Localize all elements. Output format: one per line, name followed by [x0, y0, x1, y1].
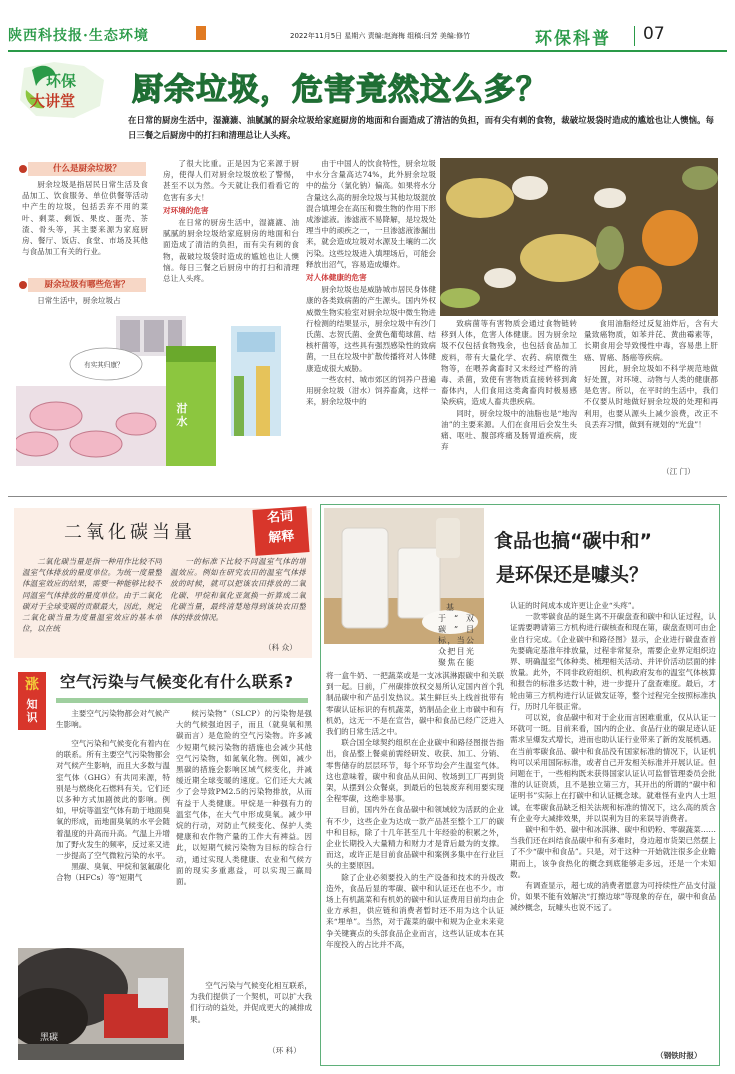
paragraph: 除了企业必须要投入的生产设备和技术的升级改造外，食品后显的零碳、碳中和认证还在也不少。市场上有机蔬菜和有机奶的碳中和认证费用目前均由企业方承担，供应链和消费者暂时还不用为这个认证来“埋单”。当然，对于蔬菜的碳中和规为企业未来竞争关键赛点的头部食品企业而言，这些认证成本在其年度投入的占比并不高，: [326, 872, 504, 949]
article-column: [56, 738, 170, 946]
bucket-label: 泔 水: [176, 402, 188, 428]
subheading: 对环境的危害: [163, 205, 209, 215]
paragraph: 空气污染和气候变化有着内在的联系。所有主要空气污染物都会对气候产生影响，而且大多数与温室气体（GHG）有共同来源，特别是与燃烧化石燃料有关。它们还以多种方式加剧彼此的影响。例如，甲烷等温室气体有助于地面臭氧的形成，而地面臭氧的水平会随着温度的升高而升高。气温上升增加了野火发生的频率，反过来又进一步提高了空气微粒污染的水平。: [56, 739, 170, 861]
paragraph: 一的标准下比较不同温室气体的增温效应。例如在研究农田的温室气体排放的时候，就可以把该农田排放的二氧化碳、甲烷和氧化亚氮换一折算成二氧化碳当量，最终清楚地得到该块农田整体的排放情况。: [170, 557, 306, 623]
paragraph: 可以说，食品碳中和对于企业而言困难重重，仅从认证一环就可一斑。目前来看，国内的企业、食品行业的碳足迹认证需求呈爆发式增长，进而也助认证行业带来了新的发展机遇。在当前零碳食品、碳中和食品没有国家标准的情况下，认证机构可以采用国际标准，或者自己开发相关标准并开展认证。但问题在于，一些相构既未获得国家认证认可监督管理委员会批准的认证资质，且不是独立第三方，其开出的所谓的“碳中和证明书”实际上在打碳中和认证概念球。就难怪有业内人士坦诚，在零碳食品缺乏相关法规和标准的情况下，这么高的质含有企业夸大减排效果，并以误利为目的来误导消费者。: [510, 713, 716, 823]
title-underline: [56, 698, 308, 703]
bullet-dot: [19, 165, 27, 173]
speech-bubble: 有实其归康？: [84, 361, 124, 369]
paragraph: 候污染物”（SLCP）的污染物是强大的气候强迫因子，而且（就臭氧和黑碳而言）是危险的空气污染物。许多减少短期气候污染物的措施也会减少其他空气污染物，如氮氧化物。例如，减少黑碳的措施会影响区域气候变化，并减缓近期全球变暖的速度。它们还大大减少了会导致PM2.5的污染物排放，从而有益于人类健康。甲烷是一种强有力的温室气体，在大气中形成臭氧。减少甲烷的行动，对防止气候变化、保护人类健康和农作物产量的工作大有裨益。因此，以短期气候污染物为目标的综合行动，通过实现人类健康、农业和气候方面的现实多重惠益，可以实现三赢局面。: [176, 709, 312, 887]
photo-black-carbon: [18, 948, 184, 1060]
paragraph: 联合国全球契约组织在企业碳中和路径图报告指出，食品整上餐桌前需经研发、收获、加工、分销、零售储存的层层环节，每个环节均会产生温室气体。这也意味着，碳中和食品从田间、牧场到工厂再到货架，从摆到公众餐桌，到最后的包装废弃利用要实现全程零碳，这绝非易事。: [326, 738, 504, 804]
byline: （江 门）: [662, 467, 695, 476]
paragraph: 一些农村、城市郊区的饲养户普遍用厨余垃圾（泔水）饲养畜禽，这样一来，厨余垃圾中的: [306, 374, 436, 407]
article-column: [510, 600, 716, 1062]
question-label: 厨余垃圾有哪些危害？: [28, 278, 146, 292]
header-divider: [634, 26, 635, 46]
masthead: 陕西科技报·生态环境: [8, 28, 149, 44]
article-title-line2: 是环保还是噱头？: [496, 564, 649, 586]
page-number: 07: [643, 24, 665, 44]
paragraph: 有调查显示，超七成的消费者愿意为可持续性产品支付溢价，如果不能有效解决“打擦边球”等现象的存在，碳中和食品减纱概念，玩噱头也说不远了。: [510, 881, 716, 913]
paragraph: 厨余垃圾也是威胁城市居民身体健康的各类致病菌的产生源头。国内外权威微生物实验室对厨余垃圾中微生物进行检测的结果显示，厨余垃圾中有沙门氏菌、志贺氏菌、金黄色葡萄球菌、结核杆菌等，这些具有强烈感染性的致病菌，一旦在垃圾中扩散传播将对人体健康造成很大威胁。: [306, 285, 436, 373]
paragraph: 主要空气污染物都会对气候产生影响。: [56, 709, 170, 730]
subheading: 对人体健康的危害: [306, 273, 367, 283]
question-label: 什么是厨余垃圾？: [28, 162, 146, 176]
article-column: [176, 708, 312, 978]
section-name: 环保科普: [535, 29, 611, 49]
paragraph: 空气污染与气候变化相互联系，为我们提供了一个契机，可以扩大我们行动的益处，并促成更大的减排成果。: [190, 981, 312, 1024]
knowledge-tag-line2: 知识: [26, 698, 38, 724]
article-column: [326, 670, 504, 1060]
paragraph: 二氧化碳当量是指一种用作比较不同温室气体排放的量度单位。为统一度量整体温室效应的结果，需要一种能够比较不同温室气体排放的量度单位。由于二氧化碳对于全球变暖的贡献最大，因此，规定二氧化碳当量为度量温室效应的基本单位，以在统: [22, 557, 162, 634]
byline: （环 科）: [268, 1046, 301, 1055]
bullet-dot: [19, 281, 27, 289]
article-column: [163, 158, 299, 316]
paragraph: 因此，厨余垃圾如不科学规范地做好处置，对环境、动物与人类的健康都是危害。所以，在平时的生活中，我们不仅要从时地做好厨余垃圾的处理和再利用，也要从源头上减少浪费，改正不良丢弃习惯，做到有规划的“光盘”！: [584, 363, 718, 429]
definition-title: 二氧化碳当量: [64, 522, 196, 543]
paragraph: 黑碳、臭氧、甲烷和氢氟碳化合物（HFCs）等“短期气: [56, 862, 170, 883]
byline: （钢铁时报）: [656, 1051, 702, 1060]
paragraph: 厨余垃圾是指居民日常生活及食品加工、饮食服务、单位供餐等活动中产生的垃圾，包括丢弃不用的菜叶、剩菜、剩饭、果皮、蛋壳、茶渣、骨头等，其主要来源为家庭厨房、餐厅、饭店、食堂、市场及其他与食品加工有关的行业。: [22, 180, 148, 257]
paragraph: 基于“双碳”目标，当公众把目光聚焦在能: [438, 603, 474, 667]
photo-caption: 黑碳: [40, 1033, 59, 1043]
paragraph: 目前，国内外在食品碳中和领域较为活跃的企业有不少，这些企业为达成一款产品甚至整个工厂的碳中和目标，除了十几年甚至几十年经验的积累之外，企业长期投入大量精力和财力才是背后最为的支撑。而这，或许正是目前食品碳中和案例多集中在行业巨头的主要原因。: [326, 805, 504, 871]
paragraph: 将一盒牛奶、一把蔬菜或是一支冰淇淋跟碳中和关联到一起。日前，广州碳排放权交易所认定国内首个乳制品碳中和产品引发热议。某生鲜巨头上线首批带有零碳认证标识的有机蔬菜，奶制品企业上市碳中和有机奶，这无一不是在宣告，碳中和食品已经广泛进入我们的日常生活之中。: [326, 671, 504, 737]
paragraph: 日常生活中，厨余垃圾占: [37, 296, 121, 305]
article-column: [22, 295, 148, 309]
photo-food-waste: [440, 158, 718, 316]
paragraph: 了很大比重。正是因为它来源于厨房，使得人们对厨余垃圾放松了警惕，甚至不以为然。今天就让我们看看它的危害有多大！: [163, 159, 299, 202]
knowledge-tag: [18, 672, 46, 730]
article-title: 空气污染与气候变化有什么联系?: [60, 673, 294, 691]
knowledge-tag-line1: 涨: [25, 677, 39, 693]
article-column: [22, 556, 162, 654]
paragraph: 致病菌等有害物质会通过食物链转移到人体，危害人体健康。因为厨余垃圾不仅包括食物残余，也包括食品加工废料，带有大量化学、农药、病原微生物等，在喂养禽畜时又未经过严格的消毒、杀菌，致使有害物质直接转移到禽畜体内，人们食用这类禽畜肉时极易感染疾病，造成人畜共患疾病。: [441, 319, 577, 407]
article-column: [438, 602, 474, 668]
illustration-pig-farm: [16, 316, 304, 466]
article-title-line1: 食品也搞“碳中和”: [494, 530, 652, 552]
definition-tag: [252, 506, 309, 556]
section-rule: [8, 496, 727, 497]
masthead-badge: [196, 26, 206, 40]
paragraph: 在日常的厨房生活中，湿漉漉、油腻腻的厨余垃圾给家庭厨房的地面和台面造成了清洁的负担，而有尖有刺的食物，裁破垃圾袋时造成的尴尬也让人懊恼。每日三餐之后厨房中的打扫和清理总让人头疼。: [163, 218, 299, 284]
byline: （科 众）: [264, 643, 297, 652]
definition-tag-line2: 解释: [267, 529, 295, 546]
logo-line2: 大讲堂: [30, 92, 76, 110]
paragraph: 同时，厨余垃圾中的油脂也是“地沟油”的主要来源。人们在食用后会发生头痛、呕吐、腹部疼痛及肠胃道疾病，废弃: [441, 408, 577, 452]
logo-line1: 环保: [46, 72, 77, 90]
article-column: [22, 179, 148, 279]
article-title: 厨余垃圾，危害竟然这么多？: [132, 72, 548, 108]
article-column: [584, 318, 718, 466]
paragraph: 认证的时间成本成许更让企业“头疼”。: [510, 601, 640, 610]
article-lead: 在日常的厨房生活中，湿漉漉、油腻腻的厨余垃圾给家庭厨房的地面和台面造成了清洁的负担，而有尖有刺的食物，裁破垃圾袋时造成的尴尬也让人懊恼。每日三餐之后厨房中的打扫和清理总让人头疼。: [128, 115, 714, 140]
paragraph: 食用油脂经过反复油炸后，含有大量致癌物质，如苯并芘、黄曲霉素等，长期食用会导致慢性中毒，容易患上肝癌、胃癌、肠癌等疾病。: [584, 319, 718, 362]
issue-info: 2022年11月5日 星期六 责编:赵海梅 组稿:闫芳 美编:修竹: [290, 32, 471, 40]
paragraph: 碳中和牛奶、碳中和冰淇淋、碳中和奶粉、零碳蔬菜……当我们还在纠结食品碳中和有多难时，身边超市货架已然摆上了不少“碳中和食品”。只是，对于这种一开始就注很多企业瞻期而上，该争食热化的概念到底能够走多远，还是一个未知数。: [510, 825, 716, 879]
article-column: [306, 158, 436, 480]
article-column: [170, 556, 306, 628]
definition-tag-line1: 名词: [266, 509, 294, 526]
article-column: [441, 318, 577, 478]
header-rule: [8, 50, 727, 52]
article-column: [56, 708, 170, 738]
paragraph: 一款零碳食品的诞生离不开碳盘查和碳中和认证过程，认证需要聘请第三方机构进行碳核查和现在第，碳盘查则可由企业自行完成。《企业碳中和路径图》显示，企业进行碳盘查首先要确定基准年排放量，过程非常复杂，需要企业界定组织边界、明确温室气体种类、梳理相关活动、并评价活动层面的排放量。此外，不同非政府组织、机构政府发布的温室气体核算和报告的标准多达数十种，进一步提升了盘查难度。最后，才轮由第三方机构进行认证做发证等，整个过程完全按照标准执行，历时几年很正常。: [510, 612, 716, 711]
paragraph: 由于中国人的饮食特性，厨余垃圾中水分含量高达74%，此外厨余垃圾中的盐分（氯化钠）偏高。如果将水分含量这么高的厨余垃圾与其他垃圾混放混合填埋会在高压和微生物的作用下形成渗滤液。渗滤液不易降解，是垃圾处理当中的顽疾之一，一旦渗滤液渗漏出来，就会造成垃圾对水源及土壤的二次污染。这些垃圾进入填埋场后，可能会释放出沼气，容易造成爆炸。: [306, 159, 436, 269]
